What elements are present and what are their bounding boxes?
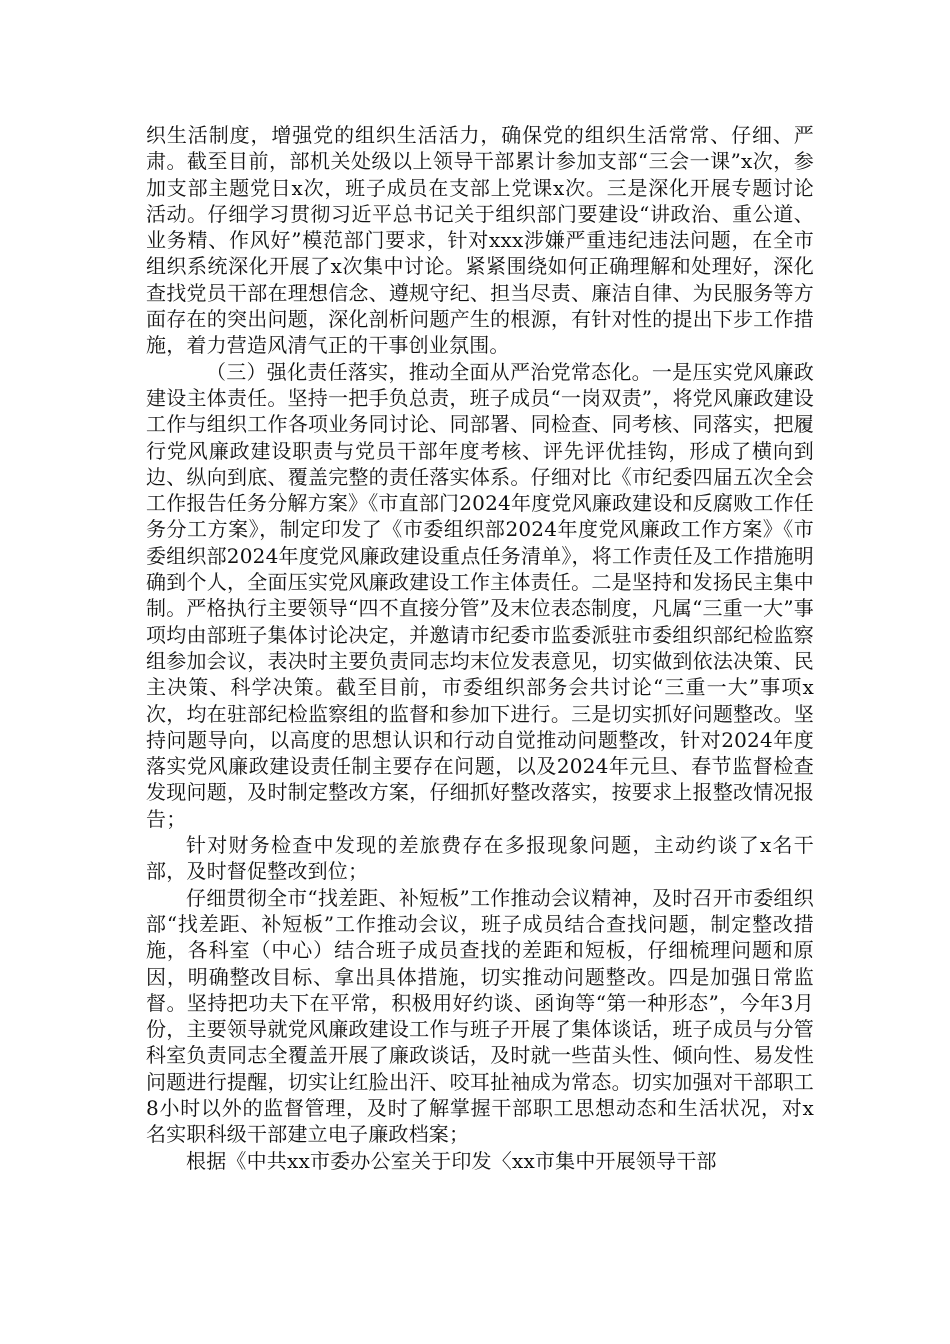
paragraph-travel-expense: 针对财务检查中发现的差旅费存在多报现象问题，主动约谈了x名干部，及时督促整改到位； — [146, 833, 814, 884]
paragraph-find-gaps: 仔细贯彻全市“找差距、补短板”工作推动会议精神，及时召开市委组织部“找差距、补短板”工作推动会议，班子成员结合查找问题，制定整改措施，各科室（中心）结合班子成员查找的差距和短板，仔细梳理问题和原因，明确整改目标、拿出具体措施，切实推动问题整改。四是加强日常监督。坚持把功夫下在平常，积极用好约谈、函询等“第一种形态”，今年3月份，主要领导就党风廉政建设工作与班子开展了集体谈话，班子成员与分管科室负责同志全覆盖开展了廉政谈话，及时就一些苗头性、倾向性、易发性问题进行提醒，切实让红脸出汗、咬耳扯袖成为常态。切实加强对干部职工8小时以外的监督管理，及时了解掌握干部职工思想动态和生活状况，对x名实职科级干部建立电子廉政档案； — [146, 885, 814, 1147]
paragraph-according-to: 根据《中共xx市委办公室关于印发〈xx市集中开展领导干部 — [186, 1148, 717, 1173]
paragraph-continuation: 织生活制度，增强党的组织生活活力，确保党的组织生活常常、仔细、严肃。截至目前，部机关处级以上领导干部累计参加支部“三会一课”x次，参加支部主题党日x次，班子成员在支部上党课x次。三是深化开展专题讨论活动。仔细学习贯彻习近平总书记关于组织部门要建设“讲政治、重公道、业务精、作风好”模范部门要求，针对xxx涉嫌严重违纪违法问题，在全市组织系统深化开展了x次集中讨论。紧紧围绕如何正确理解和处理好，深化查找党员干部在理想信念、遵规守纪、担当尽责、廉洁自律、为民服务等方面存在的突出问题，深化剖析问题产生的根源，有针对性的提出下步工作措施，着力营造风清气正的干事创业氛围。 — [146, 123, 814, 358]
paragraph-section-three: （三）强化责任落实，推动全面从严治党常态化。一是压实党风廉政建设主体责任。坚持一把手负总责，班子成员“一岗双责”，将党风廉政建设工作与组织工作各项业务同讨论、同部署、同检查、同考核、同落实，把履行党风廉政建设职责与党员干部年度考核、评先评优挂钩，形成了横向到边、纵向到底、覆盖完整的责任落实体系。仔细对比《市纪委四届五次全会工作报告任务分解方案》《市直部门2024年度党风廉政建设和反腐败工作任务分工方案》，制定印发了《市委组织部2024年度党风廉政工作方案》《市委组织部2024年度党风廉政建设重点任务清单》，将工作责任及工作措施明确到个人，全面压实党风廉政建设工作主体责任。二是坚持和发扬民主集中制。严格执行主要领导“四不直接分管”及末位表态制度，凡属“三重一大”事项均由部班子集体讨论决定，并邀请市纪委市监委派驻市委组织部纪检监察组参加会议，表决时主要负责同志均末位发表意见，切实做到依法决策、民主决策、科学决策。截至目前，市委组织部务会共讨论“三重一大”事项x次，均在驻部纪检监察组的监督和参加下进行。三是切实抓好问题整改。坚持问题导向，以高度的思想认识和行动自觉推动问题整改，针对2024年度落实党风廉政建设责任制主要存在问题，以及2024年元旦、春节监督检查发现问题，及时制定整改方案，仔细抓好整改落实，按要求上报整改情况报告； — [146, 359, 814, 831]
document-body — [146, 122, 814, 1174]
